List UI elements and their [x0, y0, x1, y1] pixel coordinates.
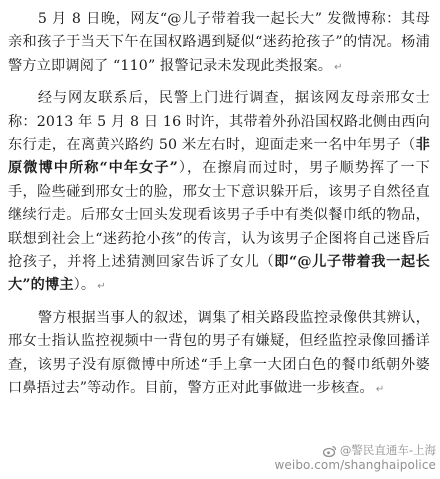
- paragraph-3-text: 警方根据当事人的叙述，调集了相关路段监控录像供其辨认，邢女士指认监控视频中一背包的男子有嫌疑，但经监控录像回播详查，该男子没有原微博中所述“手上拿一大团白色的餐巾纸朝外婆口鼻捂过去”等动作。目前，警方正对此事做进一步核查。: [8, 309, 430, 397]
- paragraph-1: [8, 8, 430, 79]
- paragraph-2: [8, 87, 430, 299]
- paragraph-2-bold-blogger: 即“@儿子带着我一起长大”的博主: [8, 254, 430, 294]
- weibo-logo-icon: [323, 445, 337, 457]
- watermark-account: @警民直通车-上海: [339, 443, 436, 457]
- paragraph-return-mark: ↵: [334, 61, 343, 73]
- paragraph-return-mark: ↵: [97, 281, 106, 293]
- paragraph-2-text-c: ）。: [73, 277, 96, 294]
- paragraph-2-text-b: ），在擦肩而过时，男子顺势挥了一下手，险些碰到邢女士的脸，邢女士下意识躲开后，该男子自然径直继续行走。后邢女士回头发现看该男子手中有类似餐巾纸的物品，联想到社会上“迷药抢小孩”的传言，认为该男子企图将自己迷昏后抢孩子，并将上述猜测回家告诉了女儿（: [8, 160, 431, 271]
- weibo-watermark: [236, 443, 436, 473]
- paragraph-2-text-a: 经与网友联系后，民警上门进行调查，据该网友母亲邢女士称：2013 年 5 月 8 日 16 时许，其带着外孙沿国权路北侧由西向东行走，在离黄兴路约 50 米左右时，迎面走来一名中年男子（: [8, 90, 430, 154]
- paragraph-return-mark: ↵: [375, 384, 385, 396]
- paragraph-3: [8, 307, 430, 402]
- watermark-account-row: [236, 443, 436, 458]
- watermark-url: weibo.com/shanghaipolice: [274, 458, 436, 472]
- paragraph-1-text: 5 月 8 日晚，网友“@儿子带着我一起长大” 发微博称：其母亲和孩子于当天下午在国权路遇到疑似“迷药抢孩子”的情况。杨浦警方立即调阅了 “110” 报警记录未发现此类报案。: [8, 11, 430, 74]
- paragraph-2-bold-correction: 非原微博中所称“中年女子”: [8, 137, 430, 177]
